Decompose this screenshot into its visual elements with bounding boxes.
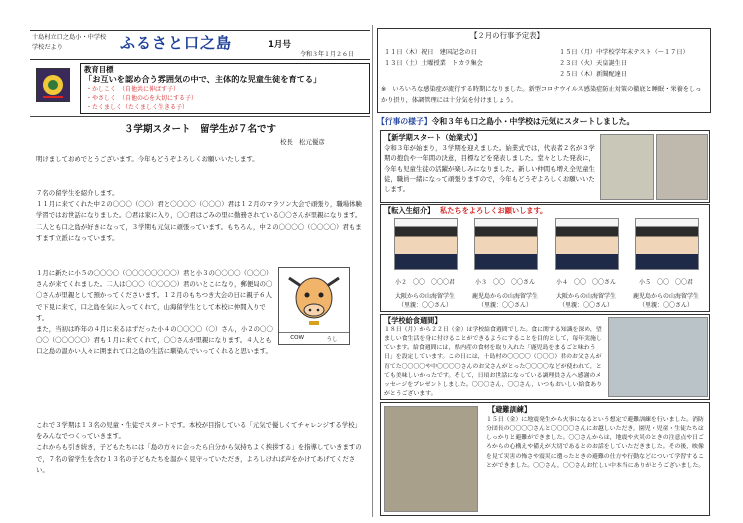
divider	[30, 116, 370, 117]
drill-text: １５日（金）に地震発生から火事になるという想定で避難訓練を行いました。消防分団長の〇〇〇〇さんと〇〇〇〇さんにお越しいただき，園児・児童・生徒たちはしっかりと避難ができました。〇〇さんからは，地震や火災のときの注意点や日ごろからの心構えや備えが大切であるとのお話をしていただきました。その後，映像を見て災害の怖さや震災に遭ったときの避難の仕方や行動などについて学習することができました。〇〇さん，〇〇さんお忙しい中本当にありがとうございました。	[486, 417, 705, 469]
cow-label-jp: うし	[326, 337, 338, 343]
drill-photo	[384, 406, 478, 512]
schedule-title: 【２月の行事予定表】	[470, 31, 544, 40]
ceremony-photo	[600, 134, 654, 200]
newsletter-title: ふるさと口之島	[120, 34, 233, 52]
lunch-title: 【学校給食週間】	[384, 316, 442, 325]
ceremony-title: 【新学期スタート（始業式）】	[384, 133, 482, 142]
issue-date: 令和３年１月２６日	[300, 51, 355, 58]
goal-main: 「お互いを認め合う雰囲気の中で、主体的な児童生徒を育てる」	[84, 74, 322, 84]
events-text: 令和３年も口之島小・中学校は元気にスタートしました。	[431, 117, 635, 126]
school-name: 十島村立口之島小・中学校 学校だより	[32, 34, 107, 51]
student-parent: （里親：〇〇さん）	[558, 302, 613, 309]
intro-sub: 私たちをよろしくお願いします。	[440, 206, 548, 215]
cow-label-en: COW	[290, 335, 305, 341]
ceremony-text: 令和３年が始まり，３学期を迎えました。始業式では，代表者２名が３学期の抱負や一年間の決意，目標などを発表しました。堂々とした発表に，今年も児童生徒の活躍が楽しみになりました。新しい仲間も増え全児童生徒，職員一緒になって頑張りますので，今年もどうぞよろしくお願いいたします。	[384, 144, 595, 193]
student-origin: 大阪からの山海留学生	[394, 293, 455, 300]
article-author: 校長 松元優彦	[280, 138, 325, 146]
student-photo	[394, 218, 458, 270]
schedule-note: ※ いろいろな感染症が流行する時期になりました。新型コロナウイルス感染症防止対策の徹底と睡眠・栄養をしっかり摂り，体調管理には十分気を付けましょう。	[381, 86, 702, 104]
schedule-left: １１日（木）祝日 建国記念の日 １３日（土）土曜授業 トカラ集会	[384, 49, 483, 67]
article-para: 明けましておめでとうございます。今年もどうぞよろしくお願いいたします。	[36, 155, 259, 163]
student-photo	[555, 218, 619, 270]
student-origin: 鹿児島からの山海留学生	[632, 293, 699, 300]
cow-icon	[279, 268, 349, 330]
events-banner	[377, 116, 711, 127]
drill-title: 【避難訓練】	[488, 405, 532, 414]
goal-point: ・たくましく（たくましく生きる子）	[86, 104, 189, 111]
student-name: 小３ 〇〇 〇〇さん	[474, 279, 535, 286]
article-para: ７名の留学生を紹介します。 １１月に来てくれた中２の〇〇〇（〇〇）君と〇〇〇〇（〇〇〇）君は１２月のマラソン大会で頑張り，職場体験学習ではお世話になりました。〇君は家に入り，〇〇君はごみの里に勤務されている〇〇さんが里親になります。二人とも口之島が好きになって，３学期も元気に頑張っています。もちろん，中２の〇〇〇〇（〇〇〇〇）君もますます立派になっています。	[36, 189, 362, 242]
goal-heading: 教育目標	[84, 65, 114, 74]
article-para: １月に新たに小５の〇〇〇〇（〇〇〇〇〇〇〇〇）君と小３の〇〇〇〇（〇〇〇）さんが来てくれました。二人は〇〇〇（〇〇〇〇）君のいとこになり，郵便局の〇〇さんが里親として預かってくださいます。１２月のもちつき大会の日に親子６人で下見に来て，口之島を気に入ってくれて，山海留学生として本校に仲間入りです。 また，当初は昨年の４月に来るはずだった小４の〇〇〇〇（〇）さん，小２の〇〇〇〇（〇〇〇〇〇）君も１月に来てくれて，〇〇さんが里親になります。４人とも口之島の温かい人々に囲まれて口之島の生活に馴染んでいってくれると思います。	[36, 269, 273, 356]
student-photo	[474, 218, 538, 270]
issue-label: 1月号	[268, 40, 291, 50]
intro-title: 【転入生紹介】	[384, 206, 435, 215]
article-heading: ３学期スタート 留学生が７名です	[123, 124, 276, 135]
student-parent: （里親：〇〇さん）	[638, 302, 693, 309]
student-name: 小４ 〇〇 〇〇さん	[555, 279, 616, 286]
events-tag: 【行事の様子】	[377, 117, 432, 126]
article-para: これで３学期は１３名の児童・生徒でスタートです。本校が目指している「元気で優しくてチャレンジする学校」をみんなでつくっていきます。 これからも引き続き，子どもたちには「島の方々に会ったら自分から気持ちよく挨拶する」を指導していきますので，７名の留学生を含む１３名の子どもたちを温かく見守っていただき，よろしければ声をかけてあげてください。	[36, 421, 362, 474]
student-origin: 大阪からの山海留学生	[555, 293, 616, 300]
goal-point: ・かしこく （自他共に伸ばす子）	[86, 86, 180, 93]
goal-point: ・やさしく （自他の心を大切にする子）	[86, 95, 198, 102]
student-photo	[635, 218, 699, 270]
schedule-right: １５日（月）中学校学年末テスト（～１７日） ２３日（火）天皇誕生日 ２５日（木）新聞配達日	[559, 49, 689, 78]
student-name: 小５ 〇〇 〇〇君	[638, 279, 693, 286]
student-origin: 鹿児島からの山海留学生	[471, 293, 538, 300]
student-name: 小２ 〇〇 〇〇〇君	[394, 279, 455, 286]
school-emblem-icon	[36, 68, 70, 102]
student-parent: （里親：〇〇さん）	[397, 302, 452, 309]
lunch-photo	[608, 317, 708, 397]
column-divider	[372, 25, 373, 517]
ceremony-photo	[656, 134, 708, 200]
student-parent: （里親：〇〇さん）	[477, 302, 532, 309]
lunch-text: １８日（月）から２２日（金）は学校給食週間でした。食に関する知識を深め，望ましい食生活を身に付けることができるようにすることを目的として，毎年実施しています。給食週間には，県内産の食材を取り入れた「鹿児島をまるごと味わう日」を設定しています。この日には，十島村の〇〇〇〇（〇〇〇）君のお父さんが育てた〇〇〇〇や中〇〇〇〇さんのお父さんがとった〇〇〇〇などが使われて，とても美味しいかったです。そして，日頃お世話になっている調理員さんへ感謝のメッセージをプレゼントしました。〇〇〇さん，〇〇さん，いつもおいしい給食ありがとうございます。	[384, 327, 603, 397]
cow-illustration	[278, 267, 350, 345]
